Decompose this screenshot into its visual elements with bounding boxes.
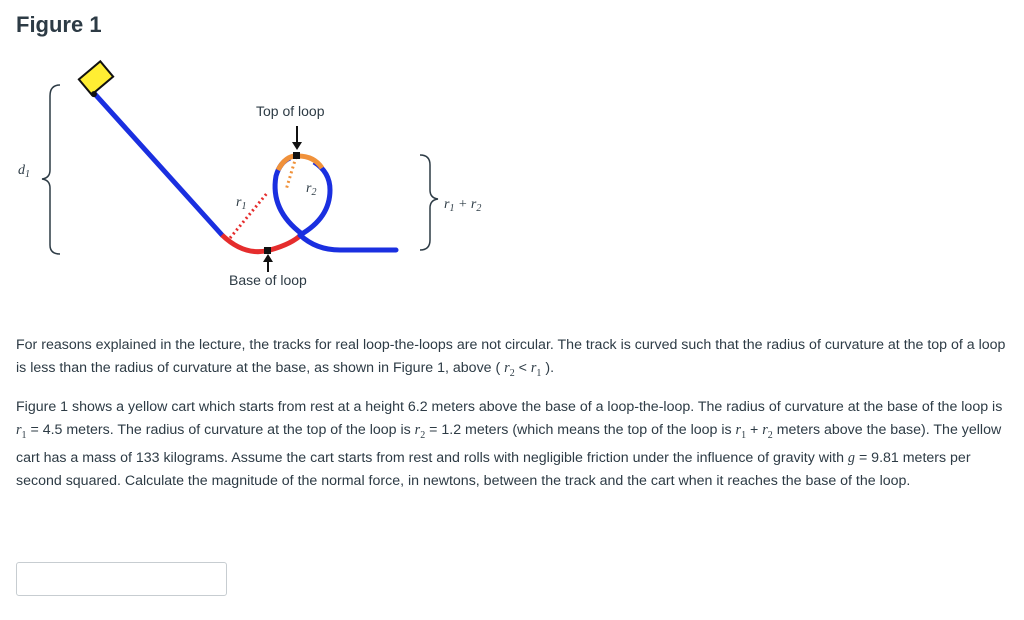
d1-brace bbox=[42, 85, 60, 254]
base-curve bbox=[222, 234, 302, 252]
paragraph-1: For reasons explained in the lecture, the tracks for real loop-the-loops are not circular. The track is curved such that the radius of curvature at the top of a loop is less than the radius of curvature at the base, as shown in Figure 1, above ( $r_2 < r_1$ ). bbox=[16, 337, 1006, 379]
base-arrow-head bbox=[263, 254, 273, 262]
base-of-loop-label: Base of loop bbox=[229, 272, 307, 288]
answer-input[interactable] bbox=[16, 562, 227, 596]
loop-the-loop-figure bbox=[0, 40, 560, 310]
r1-plus-r2-brace bbox=[420, 155, 438, 250]
track-exit bbox=[300, 235, 396, 250]
d1-label: $d_1$ bbox=[18, 163, 30, 180]
r1-plus-r2-label: $r_1 + r_2$ bbox=[444, 197, 482, 214]
loop-right-side bbox=[300, 162, 330, 235]
figure-title: Figure 1 bbox=[16, 12, 102, 37]
top-arrow-head bbox=[292, 142, 302, 150]
paragraph-2: Figure 1 shows a yellow cart which starts from rest at a height 6.2 meters above the base of a loop-the-loop. The radius of curvature at the base of the loop is $r_1 = 4.5$ meters. The radius of curvature at the top of the loop is $r_2 = 1.2$ meters (which means the top of the loop is $r_1 + r_2$ meters above the base). The yellow cart has a mass of 133 kilograms. Assume the cart starts from rest and rolls with negligible friction under the influence of gravity with g = 9.81 meters per second squared. Calculate the magnitude of the normal force, in newtons, between the track and the cart when it reaches the base of the loop. bbox=[16, 398, 1003, 489]
r1-label: $r_1$ bbox=[236, 195, 247, 212]
track-descent bbox=[84, 82, 222, 235]
base-marker bbox=[264, 247, 271, 254]
top-marker bbox=[293, 152, 300, 159]
top-of-loop-label: Top of loop bbox=[256, 103, 325, 119]
r2-label: $r_2$ bbox=[306, 181, 317, 198]
problem-text bbox=[16, 334, 1012, 504]
